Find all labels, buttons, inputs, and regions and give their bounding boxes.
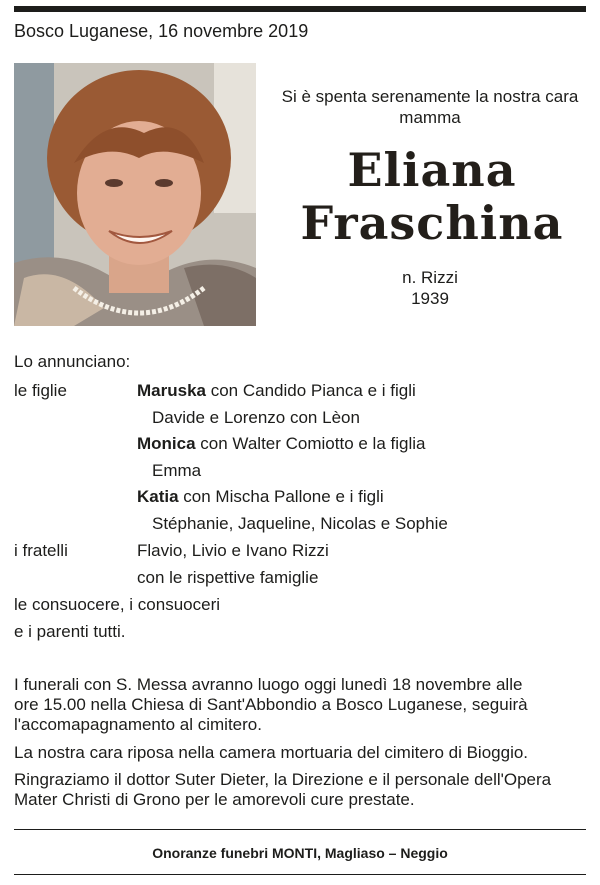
undertaker-line: Onoranze funebri MONTI, Magliaso – Neggio: [152, 845, 448, 861]
thanks-text: Ringraziamo il dottor Suter Dieter, la Direzione e il personale dell'Opera Mater Christi di Grono per le amorevoli cure prestate.: [14, 770, 552, 809]
birth-year: 1939: [411, 289, 449, 308]
maiden-name: n. Rizzi: [402, 268, 458, 287]
place-date: Bosco Luganese, 16 novembre 2019: [14, 21, 309, 41]
daughter-line: [137, 434, 425, 454]
intro-text: Si è spenta serenamente la nostra cara mamma: [281, 87, 579, 127]
maiden-and-year: [280, 267, 580, 309]
daughter-line: [137, 381, 416, 401]
footer-rule-top: [14, 829, 586, 830]
daughter-name: Maruska: [137, 381, 206, 400]
last-name: Fraschina: [300, 196, 564, 250]
funeral-text: I funerali con S. Messa avranno luogo oggi lunedì 18 novembre alle ore 15.00 nella Chiesa di Sant'Abbondio a Bosco Luganese, seguirà l'accomapagnamento al cimitero.: [14, 675, 528, 734]
rest-text: La nostra cara riposa nella camera mortuaria del cimitero di Bioggio.: [14, 743, 529, 762]
first-name: Eliana: [347, 143, 517, 197]
relatives-line: e i parenti tutti.: [14, 622, 126, 641]
announce-line: Lo annunciano:: [14, 352, 131, 371]
daughter-partner: con Walter Comiotto e la figlia: [195, 434, 426, 453]
daughter-name: Katia: [137, 487, 179, 506]
daughter-partner: con Mischa Pallone e i figli: [178, 487, 384, 506]
inlaws-line: le consuocere, i consuoceri: [14, 595, 221, 614]
daughter-line: [137, 487, 384, 507]
brothers-names: Flavio, Livio e Ivano Rizzi: [137, 541, 329, 560]
grandchildren-line: Davide e Lorenzo con Lèon: [152, 408, 360, 427]
portrait-photo: [14, 63, 256, 326]
grandchildren-line: Emma: [152, 461, 202, 480]
footer-rule-bottom: [14, 874, 586, 875]
daughter-partner: con Candido Pianca e i figli: [205, 381, 416, 400]
daughter-name: Monica: [137, 434, 196, 453]
daughters-label: le figlie: [14, 381, 67, 400]
brothers-families: con le rispettive famiglie: [137, 568, 319, 587]
brothers-label: i fratelli: [14, 541, 68, 560]
top-rule: [14, 6, 586, 12]
grandchildren-line: Stéphanie, Jaqueline, Nicolas e Sophie: [152, 514, 448, 533]
